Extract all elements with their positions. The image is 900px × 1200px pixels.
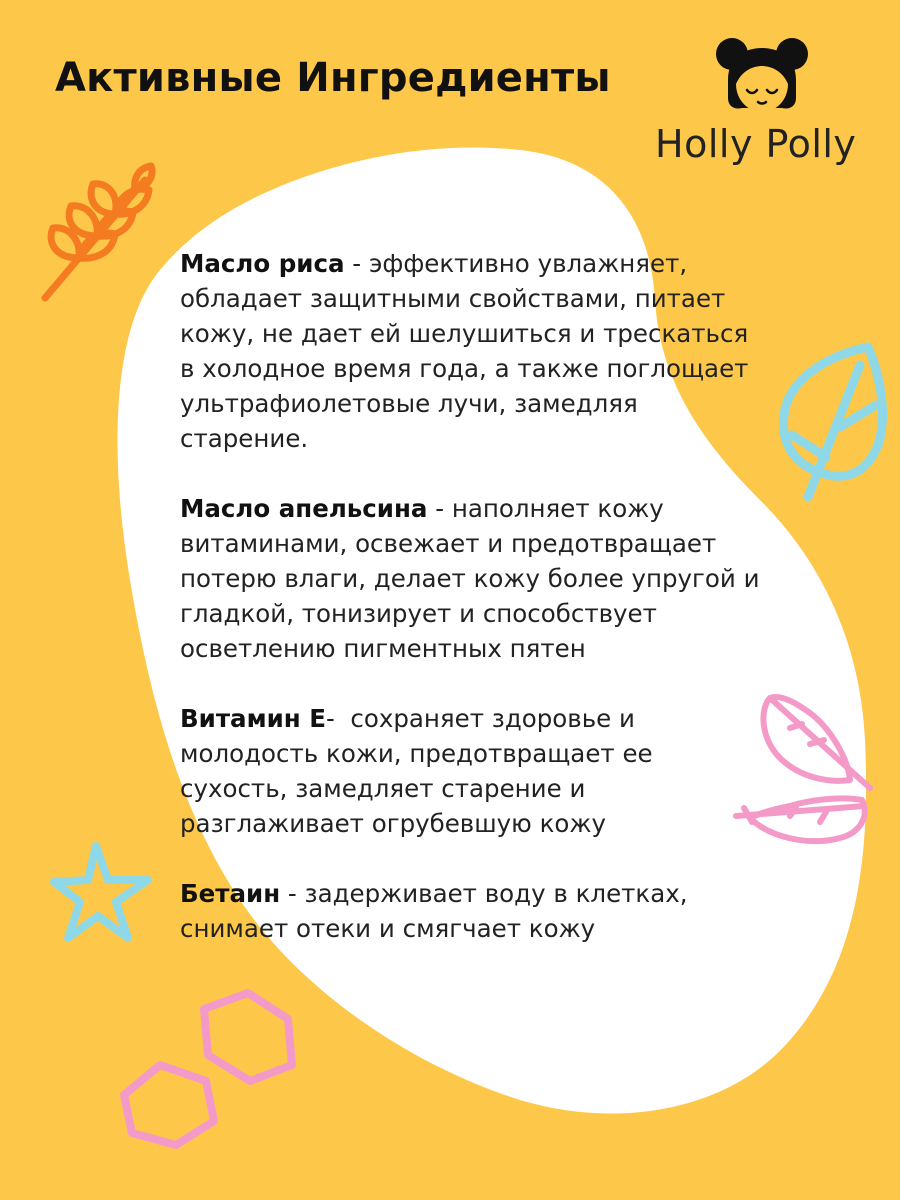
wheat-icon [35,160,165,310]
ingredient-separator: - [280,879,305,908]
ingredient-name: Бетаин [180,879,281,908]
ingredient-separator: - [344,249,369,278]
ingredient-name: Масло риса [180,249,345,278]
ingredient-separator: - [427,494,452,523]
ingredient-description: задерживает воду в клетках, снимает отеки и смягчает кожу [180,879,688,943]
girl-face-logo-icon [714,36,810,116]
brand-name: Holly Polly [655,122,857,166]
star-icon [48,840,158,950]
ingredient-item [180,491,760,666]
ingredient-item [180,246,760,456]
ingredient-name: Витамин Е [180,704,326,733]
ingredient-description: сохраняет здоровье и молодость кожи, предотвращает ее сухость, замедляет старение и разглаживает огрубевшую кожу [180,704,653,838]
ingredient-name: Масло апельсина [180,494,428,523]
ingredient-description: эффективно увлажняет, обладает защитными свойствами, питает кожу, не дает ей шелушиться и трескаться в холодное время года, а также поглощает ультрафиолетовые лучи, замедляя старение. [180,249,749,453]
ingredient-description: наполняет кожу витаминами, освежает и предотвращает потерю влаги, делает кожу более упругой и гладкой, тонизирует и способствует осветлению пигментных пятен [180,494,760,663]
ingredients-list [180,246,760,981]
ingredient-item [180,701,760,841]
ingredient-separator: - [325,704,351,733]
leaf-icon [768,335,898,505]
hexagon-icon [118,985,318,1155]
ingredient-item [180,876,760,946]
page-title: Активные Ингредиенты [55,55,611,101]
